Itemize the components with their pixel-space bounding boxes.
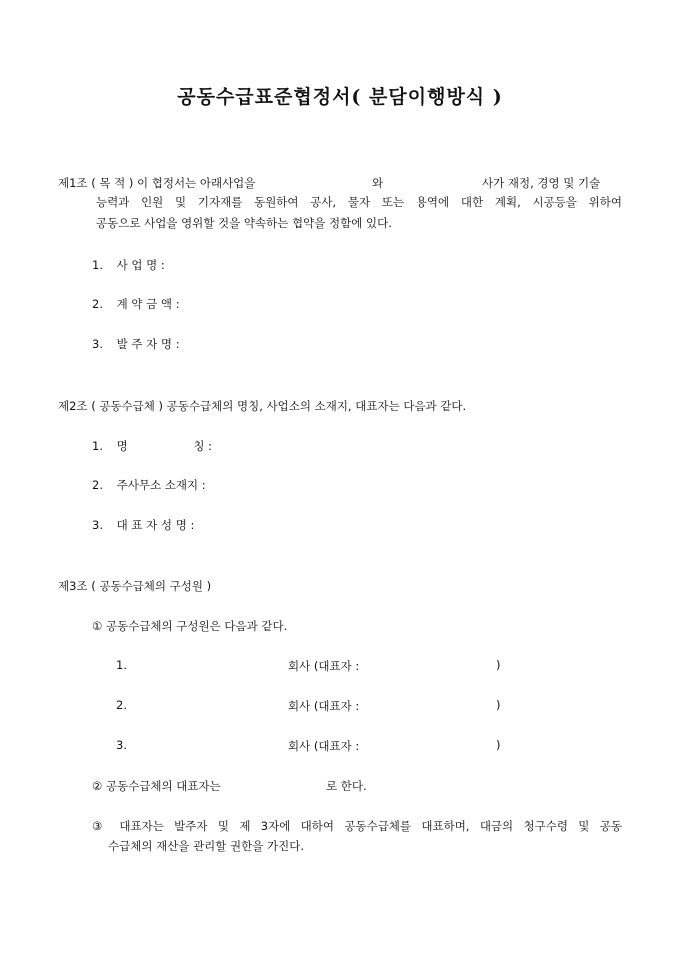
article1-text1-end: 사가 재정, 경영 및 기술 xyxy=(482,176,601,190)
article3-para2-b: 로 한다. xyxy=(326,779,367,793)
member-close: ) xyxy=(496,658,501,672)
member-close: ) xyxy=(496,738,501,752)
member-company: 회사 (대표자 : xyxy=(288,659,360,673)
item-number: 1. xyxy=(92,258,103,272)
article1-label: 제1조 ( 목 적 ) 이 협정서는 아래사업을 xyxy=(58,176,256,190)
article1-text3: 공동으로 사업을 영위할 것을 약속하는 협약을 정함에 있다. xyxy=(96,216,392,230)
item-number: 3. xyxy=(92,518,103,532)
article3-para3-line2: 수급체의 재산을 관리할 권한을 가진다. xyxy=(108,839,305,853)
article3-para1: ① 공동수급체의 구성원은 다음과 같다. xyxy=(92,619,288,633)
member-company: 회사 (대표자 : xyxy=(288,739,360,753)
article3-para3-line1: ③ 대표자는 발주자 및 제 3자에 대하여 공동수급체를 대표하며, 대금의 청구수령 및 공동 xyxy=(92,819,622,833)
item-label: 주사무소 소재지 : xyxy=(116,478,206,492)
item-label: 발 주 자 명 : xyxy=(116,337,180,351)
member-number: 1. xyxy=(116,658,127,672)
article1-item-3 xyxy=(92,336,180,352)
item-label: 대 표 자 성 명 : xyxy=(116,518,195,532)
article1-item-1 xyxy=(92,257,165,273)
article1-item-2 xyxy=(92,296,180,312)
item-label-a: 명 xyxy=(116,439,128,453)
item-number: 3. xyxy=(92,337,103,351)
item-number: 2. xyxy=(92,297,103,311)
article3-para2-a: ② 공동수급체의 대표자는 xyxy=(92,779,221,793)
item-number: 1. xyxy=(92,439,103,453)
document-title: 공동수급표준협정서( 분담이행방식 ) xyxy=(177,86,503,108)
article1-conj: 와 xyxy=(372,176,384,190)
item-label-b: 칭 : xyxy=(193,439,213,453)
article2-item-2 xyxy=(92,477,206,493)
item-label: 계 약 금 액 : xyxy=(116,297,180,311)
member-number: 3. xyxy=(116,738,127,752)
member-close: ) xyxy=(496,698,501,712)
article2-heading: 제2조 ( 공동수급체 ) 공동수급체의 명칭, 사업소의 소재지, 대표자는 다음과 같다. xyxy=(58,399,467,413)
member-company: 회사 (대표자 : xyxy=(288,699,360,713)
article3-heading: 제3조 ( 공동수급체의 구성원 ) xyxy=(58,579,212,593)
article1-text2: 능력과 인원 및 기자재를 동원하여 공사, 물자 또는 용역에 대한 계획, 시공등을 위하여 xyxy=(96,195,622,209)
item-label: 사 업 명 : xyxy=(116,258,165,272)
article2-item-3 xyxy=(92,517,194,533)
article2-item-1 xyxy=(92,438,212,454)
member-number: 2. xyxy=(116,698,127,712)
item-number: 2. xyxy=(92,478,103,492)
